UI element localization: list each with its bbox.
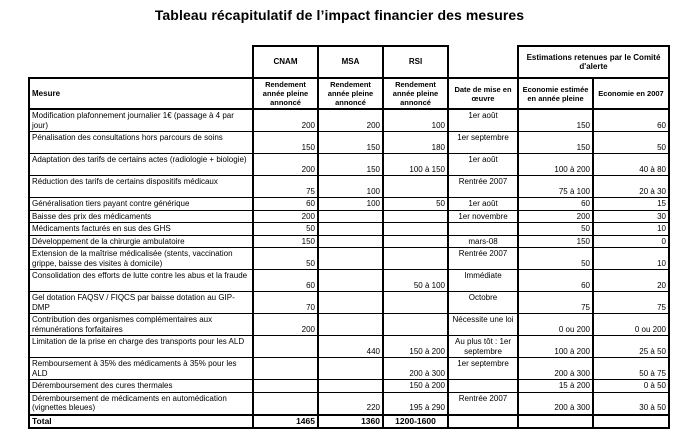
rsi-value-cell: 150 à 200 (383, 336, 448, 358)
table-row (29, 336, 669, 358)
rsi-value-cell: 50 (383, 198, 448, 211)
date-cell: 1er août (448, 198, 518, 211)
eco-pleine-cell: 15 à 200 (518, 380, 593, 393)
msa-value-cell (318, 358, 383, 380)
cnam-value-cell: 150 (253, 132, 318, 154)
table-row (29, 358, 669, 380)
date-cell: 1er septembre (448, 358, 518, 380)
table-row (29, 292, 669, 314)
eco-pleine-cell: 150 (518, 109, 593, 132)
eco-2007-cell: 40 à 80 (593, 154, 669, 176)
mesure-cell: Développement de la chirurgie ambulatoire (29, 235, 253, 248)
table-row (29, 132, 669, 154)
table-row (29, 223, 669, 236)
mesure-cell: Pénalisation des consultations hors parcours de soins (29, 132, 253, 154)
col-header-rendement-msa: Rendement année pleine annoncé (318, 78, 383, 109)
rsi-value-cell: 180 (383, 132, 448, 154)
eco-pleine-cell: 75 à 100 (518, 176, 593, 198)
rsi-value-cell: 100 à 150 (383, 154, 448, 176)
msa-value-cell: 1360 (318, 415, 383, 429)
date-cell: Octobre (448, 292, 518, 314)
msa-value-cell: 100 (318, 198, 383, 211)
mesure-cell: Modification plafonnement journalier 1€ (passage à 4 par jour) (29, 109, 253, 132)
rsi-value-cell: 100 (383, 109, 448, 132)
msa-value-cell (318, 235, 383, 248)
msa-value-cell (318, 292, 383, 314)
group-header-spacer-date (448, 46, 518, 78)
mesure-cell: Médicaments facturés en sus des GHS (29, 223, 253, 236)
msa-value-cell: 150 (318, 154, 383, 176)
cnam-value-cell: 60 (253, 270, 318, 292)
mesure-cell: Consolidation des efforts de lutte contre les abus et la fraude (29, 270, 253, 292)
eco-pleine-cell: 100 à 200 (518, 154, 593, 176)
cnam-value-cell (253, 358, 318, 380)
table-row (29, 380, 669, 393)
cnam-value-cell: 1465 (253, 415, 318, 429)
cnam-value-cell (253, 380, 318, 393)
eco-pleine-cell: 200 à 300 (518, 358, 593, 380)
eco-2007-cell: 30 à 50 (593, 392, 669, 415)
cnam-value-cell: 200 (253, 154, 318, 176)
table-body (29, 109, 669, 429)
date-cell: 1er août (448, 154, 518, 176)
rsi-value-cell (383, 223, 448, 236)
eco-2007-cell: 0 à 50 (593, 380, 669, 393)
eco-pleine-cell: 50 (518, 248, 593, 270)
eco-2007-cell: 10 (593, 248, 669, 270)
table-row (29, 392, 669, 415)
date-cell (448, 415, 518, 429)
mesure-cell: Limitation de la prise en charge des transports pour les ALD (29, 336, 253, 358)
rsi-value-cell (383, 176, 448, 198)
msa-value-cell (318, 314, 383, 336)
col-header-mesure: Mesure (29, 78, 253, 109)
eco-pleine-cell: 150 (518, 235, 593, 248)
table-row (29, 154, 669, 176)
date-cell: Immédiate (448, 270, 518, 292)
msa-value-cell: 220 (318, 392, 383, 415)
mesure-cell: Gel dotation FAQSV / FIQCS par baisse dotation au GIP-DMP (29, 292, 253, 314)
rsi-value-cell (383, 248, 448, 270)
eco-2007-cell: 15 (593, 198, 669, 211)
table-row (29, 198, 669, 211)
msa-value-cell: 100 (318, 176, 383, 198)
cnam-value-cell: 75 (253, 176, 318, 198)
table-row (29, 235, 669, 248)
cnam-value-cell: 200 (253, 210, 318, 223)
msa-value-cell (318, 248, 383, 270)
col-group-rsi: RSI (383, 46, 448, 78)
eco-2007-cell: 60 (593, 109, 669, 132)
mesure-cell: Contribution des organismes complémentaires aux rémunérations forfaitaires (29, 314, 253, 336)
msa-value-cell (318, 223, 383, 236)
column-header-row (29, 78, 669, 109)
rsi-value-cell: 1200-1600 (383, 415, 448, 429)
rsi-value-cell: 195 à 290 (383, 392, 448, 415)
eco-2007-cell: 75 (593, 292, 669, 314)
date-cell: 1er août (448, 109, 518, 132)
eco-pleine-cell: 0 ou 200 (518, 314, 593, 336)
rsi-value-cell (383, 292, 448, 314)
table-row (29, 109, 669, 132)
cnam-value-cell: 150 (253, 235, 318, 248)
date-cell: Rentrée 2007 (448, 248, 518, 270)
cnam-value-cell (253, 336, 318, 358)
cnam-value-cell: 50 (253, 248, 318, 270)
eco-pleine-cell: 150 (518, 132, 593, 154)
rsi-value-cell (383, 314, 448, 336)
table-header (29, 46, 669, 109)
eco-pleine-cell (518, 415, 593, 429)
eco-2007-cell (593, 415, 669, 429)
rsi-value-cell: 50 à 100 (383, 270, 448, 292)
cnam-value-cell: 200 (253, 314, 318, 336)
eco-pleine-cell: 200 à 300 (518, 392, 593, 415)
col-header-rendement-cnam: Rendement année pleine annoncé (253, 78, 318, 109)
col-group-msa: MSA (318, 46, 383, 78)
eco-2007-cell: 25 à 50 (593, 336, 669, 358)
cnam-value-cell: 50 (253, 223, 318, 236)
eco-2007-cell: 0 ou 200 (593, 314, 669, 336)
mesure-cell: Réduction des tarifs de certains dispositifs médicaux (29, 176, 253, 198)
msa-value-cell (318, 210, 383, 223)
eco-pleine-cell: 60 (518, 198, 593, 211)
eco-pleine-cell: 75 (518, 292, 593, 314)
msa-value-cell (318, 270, 383, 292)
cnam-value-cell: 70 (253, 292, 318, 314)
date-cell: Nécessite une loi (448, 314, 518, 336)
table-row (29, 248, 669, 270)
col-group-cnam: CNAM (253, 46, 318, 78)
date-cell: mars-08 (448, 235, 518, 248)
eco-2007-cell: 0 (593, 235, 669, 248)
cnam-value-cell: 200 (253, 109, 318, 132)
page-title: Tableau récapitulatif de l’impact financier des mesures (154, 7, 525, 23)
rsi-value-cell (383, 235, 448, 248)
date-cell: Rentrée 2007 (448, 176, 518, 198)
mesure-cell: Baisse des prix des médicaments (29, 210, 253, 223)
date-cell: 1er novembre (448, 210, 518, 223)
mesure-cell: Adaptation des tarifs de certains actes (radiologie + biologie) (29, 154, 253, 176)
group-header-spacer-mesure (29, 46, 253, 78)
mesure-cell: Déremboursement des cures thermales (29, 380, 253, 393)
col-header-eco-pleine: Economie estimée en année pleine (518, 78, 593, 109)
col-header-eco-2007: Economie en 2007 (593, 78, 669, 109)
mesure-cell: Généralisation tiers payant contre générique (29, 198, 253, 211)
eco-pleine-cell: 60 (518, 270, 593, 292)
table-row (29, 176, 669, 198)
eco-2007-cell: 30 (593, 210, 669, 223)
eco-pleine-cell: 50 (518, 223, 593, 236)
msa-value-cell (318, 380, 383, 393)
impact-table (28, 45, 670, 429)
eco-pleine-cell: 200 (518, 210, 593, 223)
group-header-row (29, 46, 669, 78)
rsi-value-cell: 200 à 300 (383, 358, 448, 380)
msa-value-cell: 150 (318, 132, 383, 154)
eco-2007-cell: 10 (593, 223, 669, 236)
msa-value-cell: 440 (318, 336, 383, 358)
col-group-comite-alerte: Estimations retenues par le Comité d'alerte (518, 46, 669, 78)
eco-2007-cell: 50 (593, 132, 669, 154)
msa-value-cell: 200 (318, 109, 383, 132)
total-row (29, 415, 669, 429)
eco-2007-cell: 20 à 30 (593, 176, 669, 198)
cnam-value-cell (253, 392, 318, 415)
date-cell: 1er septembre (448, 132, 518, 154)
mesure-cell: Total (29, 415, 253, 429)
table-row (29, 270, 669, 292)
date-cell (448, 380, 518, 393)
eco-2007-cell: 20 (593, 270, 669, 292)
date-cell (448, 223, 518, 236)
mesure-cell: Remboursement à 35% des médicaments à 35% pour les ALD (29, 358, 253, 380)
eco-pleine-cell: 100 à 200 (518, 336, 593, 358)
rsi-value-cell: 150 à 200 (383, 380, 448, 393)
date-cell: Rentrée 2007 (448, 392, 518, 415)
table-row (29, 210, 669, 223)
col-header-date: Date de mise en œuvre (448, 78, 518, 109)
table-row (29, 314, 669, 336)
col-header-rendement-rsi: Rendement année pleine annoncé (383, 78, 448, 109)
eco-2007-cell: 50 à 75 (593, 358, 669, 380)
mesure-cell: Déremboursement de médicaments en automédication (vignettes bleues) (29, 392, 253, 415)
cnam-value-cell: 60 (253, 198, 318, 211)
rsi-value-cell (383, 210, 448, 223)
date-cell: Au plus tôt : 1er septembre (448, 336, 518, 358)
mesure-cell: Extension de la maîtrise médicalisée (stents, vaccination grippe, baisse des visites à domicile) (29, 248, 253, 270)
